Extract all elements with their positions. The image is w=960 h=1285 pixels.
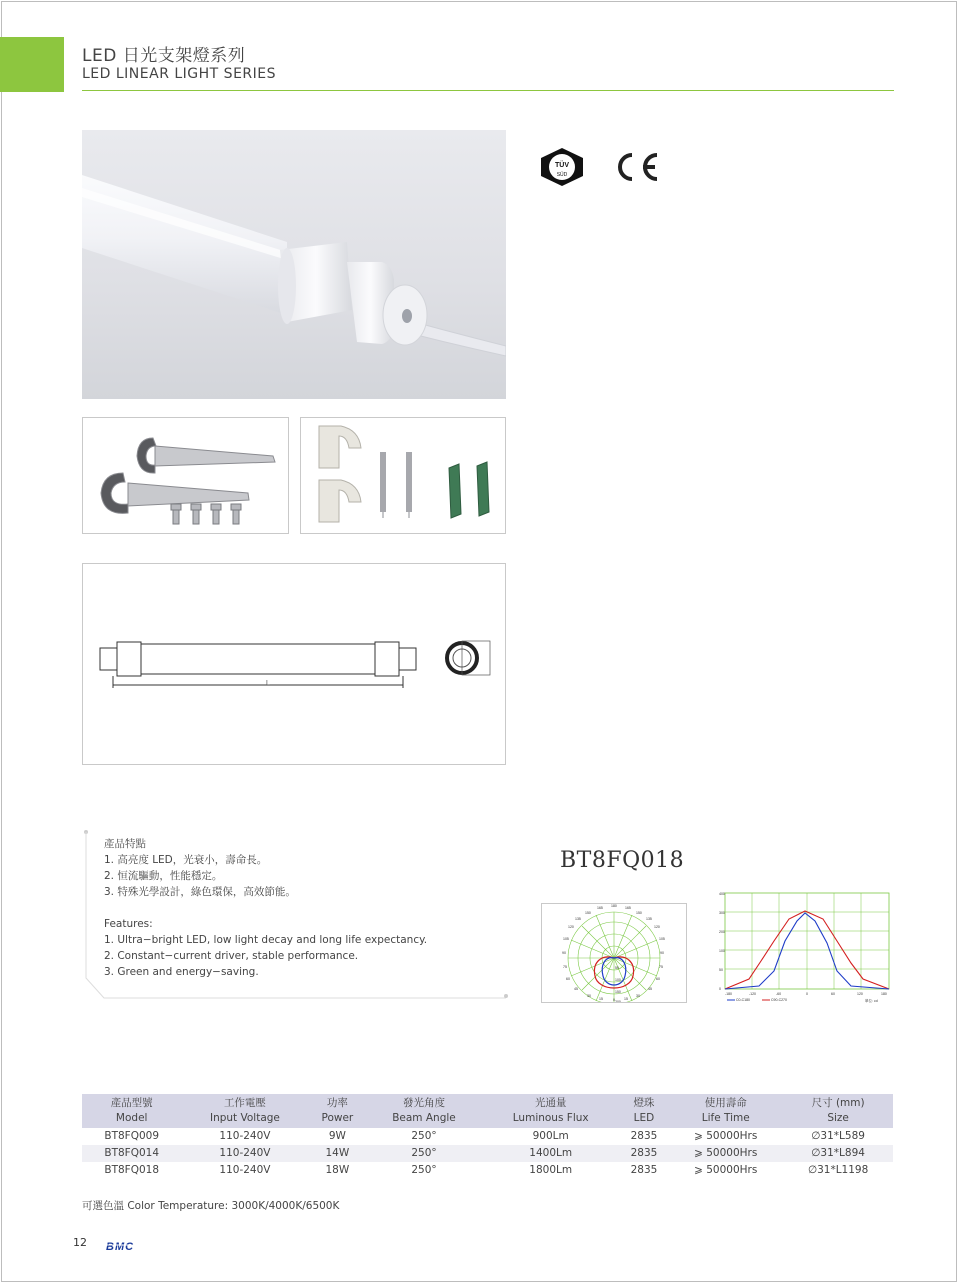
svg-text:105: 105 (563, 937, 569, 941)
header-rule (82, 90, 894, 91)
color-temperature-note: 可選色溫 Color Temperature: 3000K/4000K/6500K (82, 1200, 340, 1212)
section-tab (0, 37, 64, 92)
table-row: BT8FQ014 110-240V 14W 250° 1400Lm 2835 ⩾ 50000Hrs ∅31*L894 (82, 1145, 893, 1162)
svg-text:200: 200 (615, 1000, 621, 1002)
svg-text:50: 50 (719, 968, 723, 972)
svg-text:C90-C270: C90-C270 (771, 998, 787, 1002)
svg-text:30: 30 (636, 994, 640, 998)
svg-text:0: 0 (613, 998, 615, 1002)
svg-text:100: 100 (615, 978, 621, 982)
svg-text:45: 45 (574, 987, 578, 991)
model-name: BT8FQ018 (560, 848, 685, 873)
svg-text:150: 150 (636, 911, 642, 915)
svg-text:BMC: BMC (106, 1241, 135, 1252)
svg-text:100: 100 (719, 949, 725, 953)
feature-en-2: 2. Constant−current driver, stable performance. (104, 950, 359, 962)
tuv-sud-icon (539, 148, 585, 190)
col-header-led: 燈珠 LED (620, 1094, 669, 1128)
length-label: L (266, 680, 270, 687)
svg-text:165: 165 (597, 906, 603, 910)
svg-text:C0-C180: C0-C180 (736, 998, 751, 1002)
col-header-size: 尺寸 (mm) Size (783, 1094, 893, 1128)
svg-text:-60: -60 (776, 992, 782, 996)
svg-text:120: 120 (568, 925, 574, 929)
col-header-voltage: 工作電壓 Input Voltage (181, 1094, 308, 1128)
svg-text:120: 120 (654, 925, 660, 929)
svg-text:135: 135 (575, 917, 581, 921)
ce-mark-icon (610, 150, 662, 188)
col-header-flux: 光通量 Luminous Flux (482, 1094, 620, 1128)
product-photo (82, 130, 506, 399)
svg-text:150: 150 (615, 990, 621, 994)
svg-text:-180: -180 (725, 992, 733, 996)
svg-text:50: 50 (615, 966, 619, 970)
svg-text:30: 30 (587, 994, 591, 998)
page-title-zh: LED 日光支架燈系列 (82, 46, 246, 66)
col-header-beam-angle: 發光角度 Beam Angle (366, 1094, 482, 1128)
svg-text:105: 105 (659, 937, 665, 941)
bmc-logo (106, 1237, 152, 1256)
col-header-power: 功率 Power (309, 1094, 367, 1128)
svg-text:75: 75 (659, 965, 663, 969)
svg-text:TÜV: TÜV (555, 162, 569, 169)
svg-text:165: 165 (625, 906, 631, 910)
table-row: BT8FQ018 110-240V 18W 250° 1800Lm 2835 ⩾ 50000Hrs ∅31*L1198 (82, 1162, 893, 1179)
svg-text:90: 90 (660, 951, 664, 955)
features-text (104, 836, 427, 980)
svg-text:90: 90 (562, 951, 566, 955)
mounting-clips-photo (82, 417, 289, 534)
svg-text:45: 45 (648, 987, 652, 991)
feature-zh-2: 2. 恒流驅動，性能穩定。 (104, 870, 223, 882)
svg-text:400: 400 (719, 892, 725, 896)
svg-text:150: 150 (585, 911, 591, 915)
svg-text:60: 60 (656, 977, 660, 981)
svg-text:60: 60 (566, 977, 570, 981)
svg-text:SÜD: SÜD (556, 172, 568, 178)
table-header-row (82, 1094, 893, 1128)
svg-text:200: 200 (719, 930, 725, 934)
svg-text:180: 180 (611, 904, 617, 908)
svg-text:60: 60 (831, 992, 835, 996)
feature-zh-3: 3. 特殊光學設計，綠色環保，高效節能。 (104, 886, 296, 898)
feature-en-1: 1. Ultra−bright LED, low light decay and long life expectancy. (104, 934, 428, 946)
svg-text:0: 0 (719, 987, 721, 991)
svg-text:-120: -120 (749, 992, 757, 996)
page-number: 12 (73, 1236, 87, 1249)
feature-zh-1: 1. 高亮度 LED，光衰小，壽命長。 (104, 854, 268, 866)
page-title-en: LED LINEAR LIGHT SERIES (82, 66, 277, 82)
polar-distribution-chart (541, 903, 687, 1003)
svg-text:75: 75 (563, 965, 567, 969)
svg-text:單位: cd: 單位: cd (865, 999, 878, 1003)
svg-text:180: 180 (881, 992, 887, 996)
technical-drawing (82, 563, 506, 765)
table-row: BT8FQ009 110-240V 9W 250° 900Lm 2835 ⩾ 50000Hrs ∅31*L589 (82, 1128, 893, 1145)
col-header-lifetime: 使用壽命 Life Time (668, 1094, 783, 1128)
spec-table (82, 1094, 893, 1179)
features-en-title: Features: (104, 918, 153, 930)
svg-text:120: 120 (857, 992, 863, 996)
col-header-model: 產品型號 Model (82, 1094, 181, 1128)
svg-text:300: 300 (719, 911, 725, 915)
svg-text:135: 135 (646, 917, 652, 921)
svg-text:15: 15 (599, 997, 603, 1001)
feature-en-3: 3. Green and energy−saving. (104, 966, 259, 978)
clips-screws-anchors-photo (300, 417, 506, 534)
features-zh-title: 產品特點 (104, 838, 146, 850)
intensity-curve-chart (719, 891, 891, 1005)
svg-text:0: 0 (806, 992, 808, 996)
svg-text:15: 15 (624, 997, 628, 1001)
